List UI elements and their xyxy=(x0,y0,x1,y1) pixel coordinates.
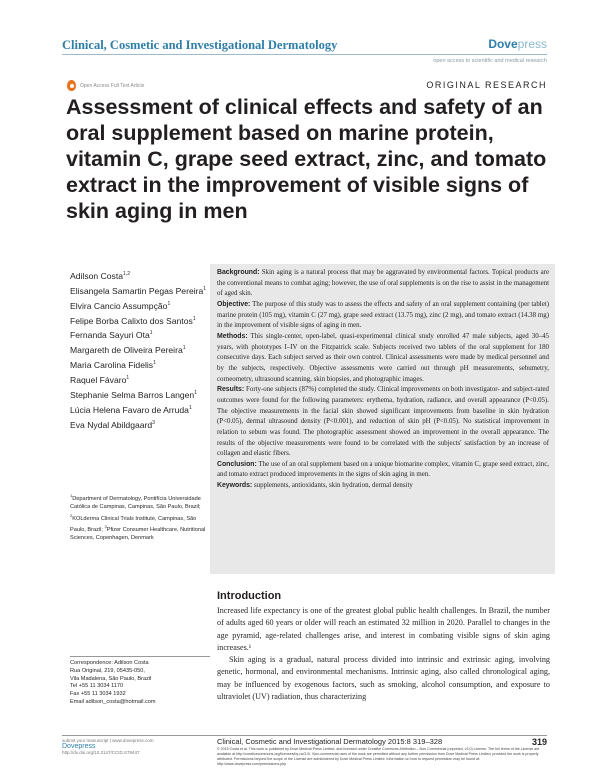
correspondence-line: Fax +55 11 3034 1932 xyxy=(70,691,126,698)
author-name xyxy=(70,402,210,417)
open-access-icon xyxy=(67,80,76,91)
correspondence-line: Email adilson_costa@hotmail.com xyxy=(70,698,156,705)
abstract-paragraph xyxy=(217,268,549,300)
abstract-key: Keywords: xyxy=(217,482,253,490)
license-text: © 2015 Costa et al. This work is published by Dove Medical Press Limited, and licensed under Creative Commons Attribution – Non Commercial (unported, v3.0) License. The full terms of the License are available at http://creativecommons.org/licenses/by-nc/3.0/. Non-commercial uses of the work are permitted without any further permission from Dove Medical Press Limited, provided the work is properly attributed. Permissions beyond the scope of the License are administered by Dove Medical Press Limited. Information on how to request permission may be found at: http://www.dovepress.com/permissions.php xyxy=(217,747,540,766)
abstract-key: Objective: xyxy=(217,300,251,308)
abstract-key: Background: xyxy=(217,269,260,276)
abstract-paragraph-text: supplements, antioxidants, skin hydration, dermal density xyxy=(252,482,413,490)
author-name-text: Raquel Fávaro xyxy=(70,374,127,385)
author-affiliation-mark: 1 xyxy=(188,404,192,411)
author-affiliation-mark: 1 xyxy=(194,389,197,396)
correspondence-line: Vila Madalena, São Paulo, Brazil xyxy=(70,675,152,682)
correspondence-line: Tel +55 11 3034 1170 xyxy=(70,683,124,690)
author-name-text: Eva Nydal Abildgaard xyxy=(70,419,153,430)
correspondence-divider xyxy=(70,656,210,657)
author-affiliation-mark: 1 xyxy=(182,345,186,352)
affiliation-text: Department of Dermatology, Pontifícia Universidade Católica de Campinas, Campinas, São Paulo, Brazil; xyxy=(70,495,201,510)
author-name xyxy=(70,313,210,328)
introduction-paragraph: Skin aging is a gradual, natural process divided into intrinsic and extrinsic aging, involving genetic, hormonal, and environmental mechanisms. Intrinsic aging, also called chronological aging, may be influenced by exogenous factors, such as smoking, alcohol consumption, and exposure to ultraviolet (UV) radiation, thus characterizing xyxy=(217,655,550,702)
affiliation-mark: 2 xyxy=(70,512,73,518)
footer-citation: Clinical, Cosmetic and Investigational Dermatology 2015:8 319–328 xyxy=(217,737,443,746)
abstract-paragraph xyxy=(217,332,549,385)
page-number: 319 xyxy=(531,737,547,747)
abstract-paragraph xyxy=(217,385,549,460)
author-affiliation-mark: 1 xyxy=(203,285,207,292)
author-name-text: Felipe Borba Calixto dos Santos xyxy=(70,315,193,326)
author-name-text: Maria Carolina Fidelis xyxy=(70,360,154,371)
introduction-body xyxy=(217,605,550,703)
footer-divider xyxy=(62,735,547,736)
abstract-paragraph-text: Forty-one subjects (87%) completed the study. Clinical improvements on both investigator- and subject-rated outcomes were found for the following parameters: erythema, hydration, radiance, and overall appearance (P<0.05). The objective measurements in the facial skin showed significant improvements from baseline in skin hydration (P<0.05), dermal ultrasound density (P<0.001), and reduction of skin pH (P<0.05). No statistical improvement in relation to sebum was found. The photographic assessment showed an improvement in the overall appearance. The results of the objective measurements were found to be correlated with the subjects' satisfaction by an increase of collagen and elastic fibers. xyxy=(217,386,549,458)
publisher-logo xyxy=(488,37,547,51)
abstract-paragraph xyxy=(217,481,549,492)
abstract-text xyxy=(217,268,549,492)
brand-bold: Dove xyxy=(488,37,518,51)
publisher-tagline: open access to scientific and medical research xyxy=(433,58,547,64)
author-name-text: Elvira Cancio Assumpção xyxy=(70,300,168,311)
affiliation-mark: 3 xyxy=(104,524,107,530)
abstract-paragraph-text: Skin aging is a natural process that may be aggravated by environmental factors. Topical products are the conventional means to combat aging; however, the use of oral supplements is on the rise to assist in the management of aged skin. xyxy=(217,269,549,298)
author-affiliation-mark: 3 xyxy=(152,419,155,426)
author-list xyxy=(70,268,210,431)
footer-dovepress: Dovepress xyxy=(62,743,96,750)
abstract-key: Results: xyxy=(217,386,245,394)
footer-left xyxy=(62,738,202,756)
author-name xyxy=(70,298,210,313)
author-name-text: Fernanda Sayuri Ota xyxy=(70,330,150,341)
author-affiliation-mark: 1 xyxy=(192,315,196,322)
section-heading-introduction: Introduction xyxy=(217,590,282,602)
header-divider xyxy=(62,54,547,55)
introduction-paragraph: Increased life expectancy is one of the greatest global public health challenges. In Brazil, the number of adults aged 60 years or older will reach an estimated 32 million in 2020. Parallel to changes in the age pyramid, age-related challenges arise, and interest in combating visible signs of skin aging increases.¹ xyxy=(217,606,550,652)
submit-link[interactable]: submit your manuscript | www.dovepress.com xyxy=(62,738,154,743)
author-affiliation-mark: 1 xyxy=(149,330,153,337)
abstract-paragraph xyxy=(217,460,549,481)
abstract-paragraph xyxy=(217,300,549,332)
author-affiliation-mark: 1 xyxy=(153,360,156,367)
author-name-text: Stephanie Selma Barros Langen xyxy=(70,389,195,400)
author-name-text: Elisangela Samartin Pegas Pereira xyxy=(70,285,204,296)
doi-link[interactable]: http://dx.doi.org/10.2147/CCID.S79447 xyxy=(62,750,140,755)
author-name-text: Adilson Costa xyxy=(70,270,124,281)
affiliation-text: Pfizer Consumer Healthcare, Nutritional Sciences, Copenhagen, Denmark xyxy=(70,527,206,542)
author-name xyxy=(70,357,210,372)
correspondence-line: Rua Original, 219, 05435-050, xyxy=(70,667,145,674)
author-name xyxy=(70,387,210,402)
author-affiliation-mark: 1 xyxy=(167,300,171,307)
abstract-paragraph-text: The purpose of this study was to assess the effects and safety of an oral supplement containing (per tablet) marine protein (105 mg), vitamin C (27 mg), grape seed extract (13.75 mg), zinc (2 mg), and tomato extract (14.38 mg) in the improvement of visible signs of aging in men. xyxy=(217,300,549,330)
author-affiliation-mark: 1 xyxy=(126,375,130,382)
author-name-text: Margareth de Oliveira Pereira xyxy=(70,345,183,356)
author-name xyxy=(70,268,210,283)
abstract-key: Methods: xyxy=(217,332,248,340)
journal-name: Clinical, Cosmetic and Investigational Dermatology xyxy=(62,38,338,52)
article-title: Assessment of clinical effects and safety of an oral supplement based on marine protein, vitamin C, grape seed extract, zinc, and tomato extract in the improvement of visible signs of skin aging in men xyxy=(66,95,547,223)
section-label: ORIGINAL RESEARCH xyxy=(426,80,547,90)
open-access-label: Open Access Full Text Article xyxy=(80,82,145,89)
open-access-badge xyxy=(67,80,144,91)
affiliations xyxy=(70,492,210,543)
author-name xyxy=(70,417,210,432)
author-affiliation-mark: 1,2 xyxy=(123,271,130,277)
author-name xyxy=(70,283,210,298)
correspondence-block xyxy=(70,660,210,707)
author-name-text: Lúcia Helena Favaro de Arruda xyxy=(70,404,189,415)
abstract-paragraph-text: This single-center, open-label, quasi-experimental clinical study enrolled 47 male subjects, aged 30–45 years, with phototypes I–IV on the Fitzpatrick scale. Subjects received two tablets of the oral supplement for 180 consecutive days. Each subject served as their own control. Clinical assessments were made by medical personnel and by the subjects, respectively. Objective assessments were carried out through pH measurements, sebumetry, corneometry, ultrasound scanning, skin biopsies, and photographic images. xyxy=(217,332,549,383)
abstract-key: Conclusion: xyxy=(217,460,257,468)
author-name xyxy=(70,327,210,342)
correspondence-line: Correspondence: Adilson Costa xyxy=(70,660,149,666)
brand-light: press xyxy=(517,37,547,51)
author-name xyxy=(70,372,210,387)
affiliation-mark: 1 xyxy=(70,493,73,498)
abstract-paragraph-text: The use of an oral supplement based on a unique biomarine complex, vitamin C, grape seed extract, zinc, and tomato extract produced improvements in the signs of skin aging in men. xyxy=(217,460,549,479)
affiliation-text: KOLderma Clinical Trials Institute, Campinas, São Paulo, Brazil; xyxy=(70,515,197,534)
author-name xyxy=(70,342,210,357)
